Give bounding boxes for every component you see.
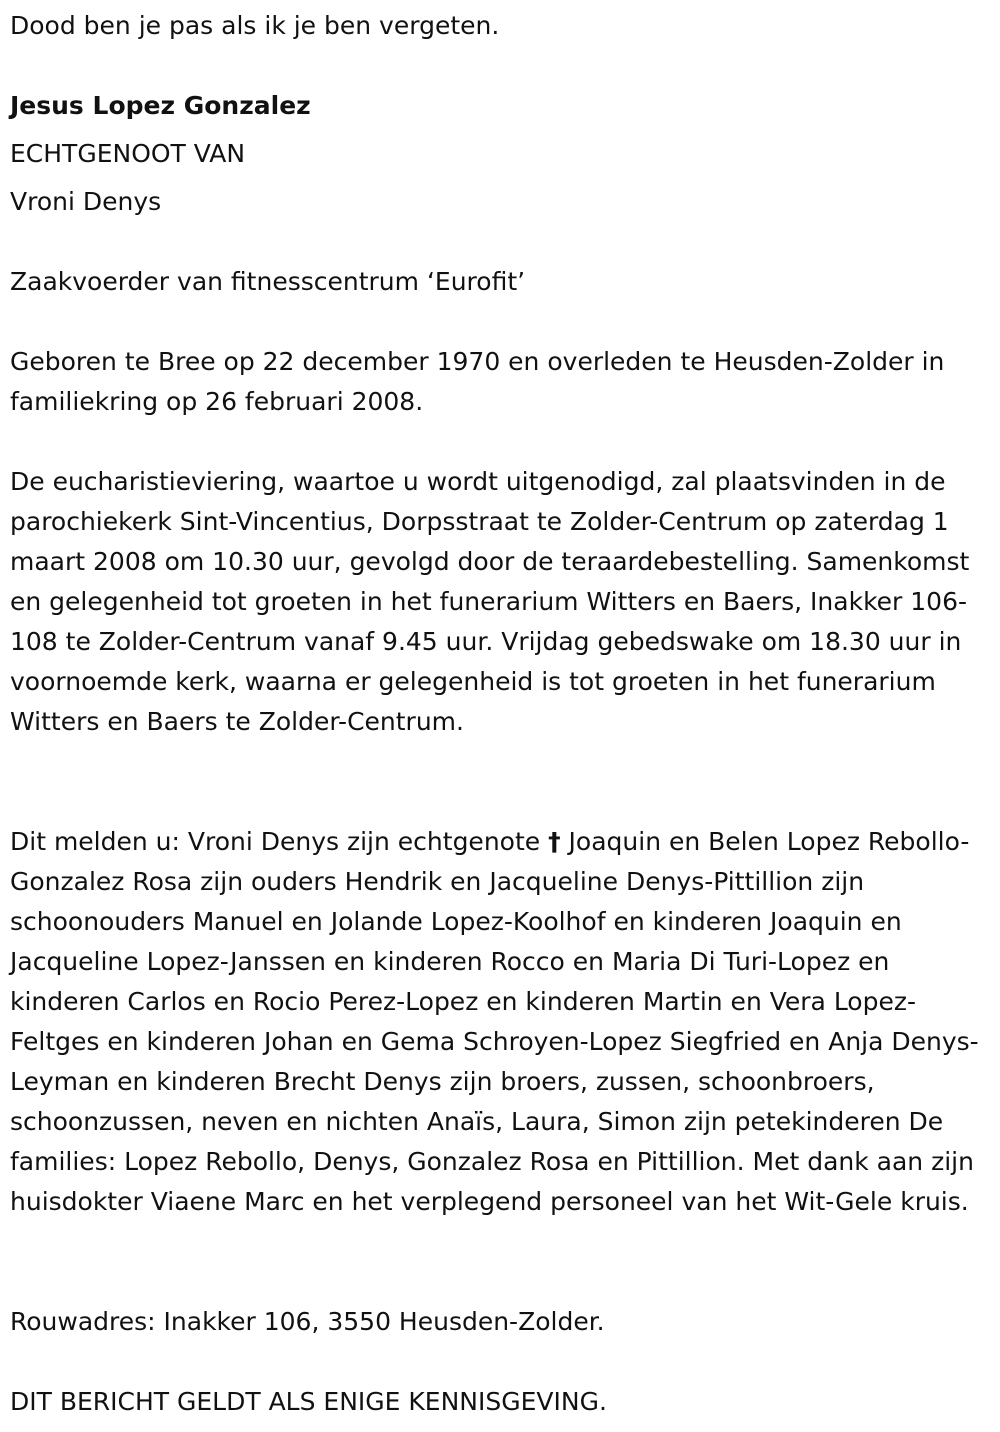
opening-quote: Dood ben je pas als ik je ben vergeten. — [10, 11, 500, 40]
family-paragraph — [10, 822, 985, 1222]
notice-statement: DIT BERICHT GELDT ALS ENIGE KENNISGEVING. — [10, 1387, 607, 1416]
occupation: Zaakvoerder van fitnesscentrum ‘Eurofit’ — [10, 267, 526, 296]
relation-label: ECHTGENOOT VAN — [10, 139, 246, 168]
mourning-address: Rouwadres: Inakker 106, 3550 Heusden-Zolder. — [10, 1307, 605, 1336]
cross-icon: † — [548, 827, 561, 856]
family-members: Joaquin en Belen Lopez Rebollo-Gonzalez Rosa zijn ouders Hendrik en Jacqueline Denys-Pittillion zijn schoonouders Manuel en Jolande Lopez-Koolhof en kinderen Joaquin en Jacqueline Lopez-Janssen en kinderen Rocco en Maria Di Turi-Lopez en kinderen Carlos en Rocio Perez-Lopez en kinderen Martin en Vera Lopez-Feltges en kinderen Johan en Gema Schroyen-Lopez Siegfried en Anja Denys-Leyman en kinderen Brecht Denys zijn broers, zussen, schoonbroers, schoonzussen, neven en nichten Anaïs, Laura, Simon zijn petekinderen De families: Lopez Rebollo, Denys, Gonzalez Rosa en Pittillion. Met dank aan zijn huisdokter Viaene Marc en het verplegend personeel van het Wit-Gele kruis. — [10, 827, 979, 1216]
ceremony-paragraph: De eucharistieviering, waartoe u wordt uitgenodigd, zal plaatsvinden in de parochiekerk Sint-Vincentius, Dorpsstraat te Zolder-Centrum op zaterdag 1 maart 2008 om 10.30 uur, gevolgd door de teraardebestelling. Samenkomst en gelegenheid tot groeten in het funerarium Witters en Baers, Inakker 106-108 te Zolder-Centrum vanaf 9.45 uur. Vrijdag gebedswake om 18.30 uur in voornoemde kerk, waarna er gelegenheid is tot groeten in het funerarium Witters en Baers te Zolder-Centrum. — [10, 467, 970, 736]
deceased-name: Jesus Lopez Gonzalez — [10, 91, 311, 120]
birth-death-paragraph: Geboren te Bree op 22 december 1970 en overleden te Heusden-Zolder in familiekring op 26 februari 2008. — [10, 347, 945, 416]
family-intro: Dit melden u: Vroni Denys zijn echtgenote — [10, 827, 549, 856]
spouse-name: Vroni Denys — [10, 187, 162, 216]
